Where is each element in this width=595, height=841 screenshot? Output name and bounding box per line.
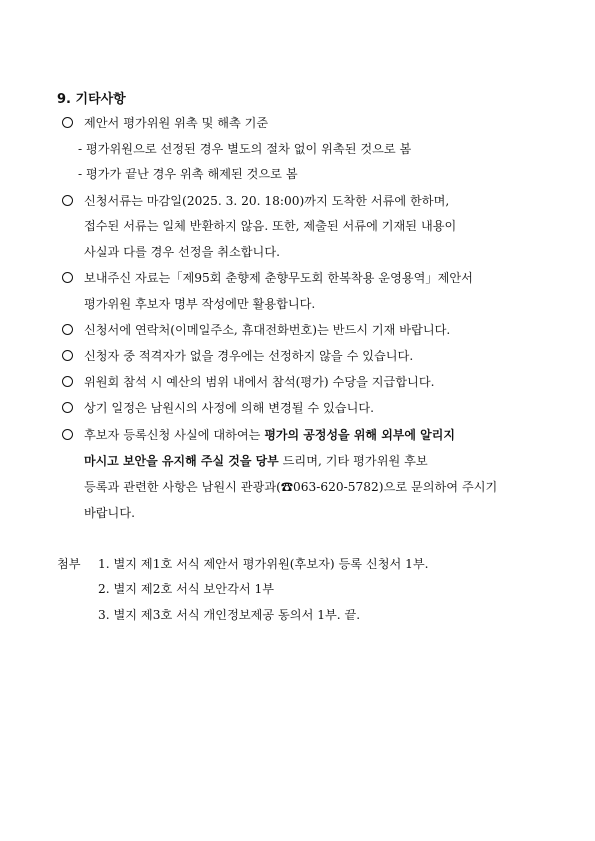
- item-continuation: 등록과 관련한 사항은 남원시 관광과(☎063-620-5782)으로 문의하여 주시기: [84, 480, 498, 494]
- sub-item: - 평가가 끝난 경우 위촉 해제된 것으로 봄: [78, 167, 298, 181]
- hollow-circle-bullet-icon: [62, 429, 73, 440]
- emphasis-text: 평가의 공정성을 위해 외부에 알리지: [264, 428, 455, 442]
- hollow-circle-bullet-icon: [62, 350, 73, 361]
- item-continuation: [84, 453, 428, 469]
- list-item: [62, 193, 449, 209]
- item-text: 드리며, 기타 평가위원 후보: [278, 454, 428, 468]
- item-text: 보내주신 자료는「제95회 춘향제 춘향무도회 한복착용 운영용역」제안서: [84, 271, 473, 285]
- attachment-item: 1. 별지 제1호 서식 제안서 평가위원(후보자) 등록 신청서 1부.: [98, 557, 429, 571]
- item-text: 후보자 등록신청 사실에 대하여는: [84, 428, 265, 442]
- hollow-circle-bullet-icon: [62, 376, 73, 387]
- item-text: 신청자 중 적격자가 없을 경우에는 선정하지 않을 수 있습니다.: [84, 349, 414, 363]
- list-item: [62, 270, 473, 286]
- hollow-circle-bullet-icon: [62, 117, 73, 128]
- list-item: [62, 400, 374, 416]
- item-text: 상기 일정은 남원시의 사정에 의해 변경될 수 있습니다.: [84, 401, 375, 415]
- item-continuation: 평가위원 후보자 명부 작성에만 활용합니다.: [84, 297, 316, 311]
- list-item: [62, 374, 434, 390]
- section-heading: 9. 기타사항: [57, 92, 126, 107]
- attachment-item: 3. 별지 제3호 서식 개인정보제공 동의서 1부. 끝.: [98, 608, 361, 622]
- list-item: [62, 427, 455, 443]
- sub-item: - 평가위원으로 선정된 경우 별도의 절차 없이 위촉된 것으로 봄: [78, 142, 412, 156]
- item-text: 제안서 평가위원 위촉 및 해촉 기준: [84, 116, 269, 130]
- item-continuation: 바랍니다.: [84, 506, 135, 520]
- hollow-circle-bullet-icon: [62, 195, 73, 206]
- hollow-circle-bullet-icon: [62, 324, 73, 335]
- item-continuation: 접수된 서류는 일체 반환하지 않음. 또한, 제출된 서류에 기재된 내용이: [84, 219, 457, 233]
- item-continuation: 사실과 다를 경우 선정을 취소합니다.: [84, 245, 280, 259]
- item-text: 신청서류는 마감일(2025. 3. 20. 18:00)까지 도착한 서류에 한하며,: [84, 194, 450, 208]
- item-text: 신청서에 연락처(이메일주소, 휴대전화번호)는 반드시 기재 바랍니다.: [84, 323, 451, 337]
- item-text: 위원회 참석 시 예산의 범위 내에서 참석(평가) 수당을 지급합니다.: [84, 375, 435, 389]
- hollow-circle-bullet-icon: [62, 402, 73, 413]
- list-item: [62, 115, 268, 131]
- list-item: [62, 348, 413, 364]
- list-item: [62, 322, 450, 338]
- attachment-item: 2. 별지 제2호 서식 보안각서 1부: [98, 582, 275, 596]
- hollow-circle-bullet-icon: [62, 272, 73, 283]
- emphasis-text: 마시고 보안을 유지해 주실 것을 당부: [84, 454, 279, 468]
- attachment-label: 첨부: [57, 557, 81, 571]
